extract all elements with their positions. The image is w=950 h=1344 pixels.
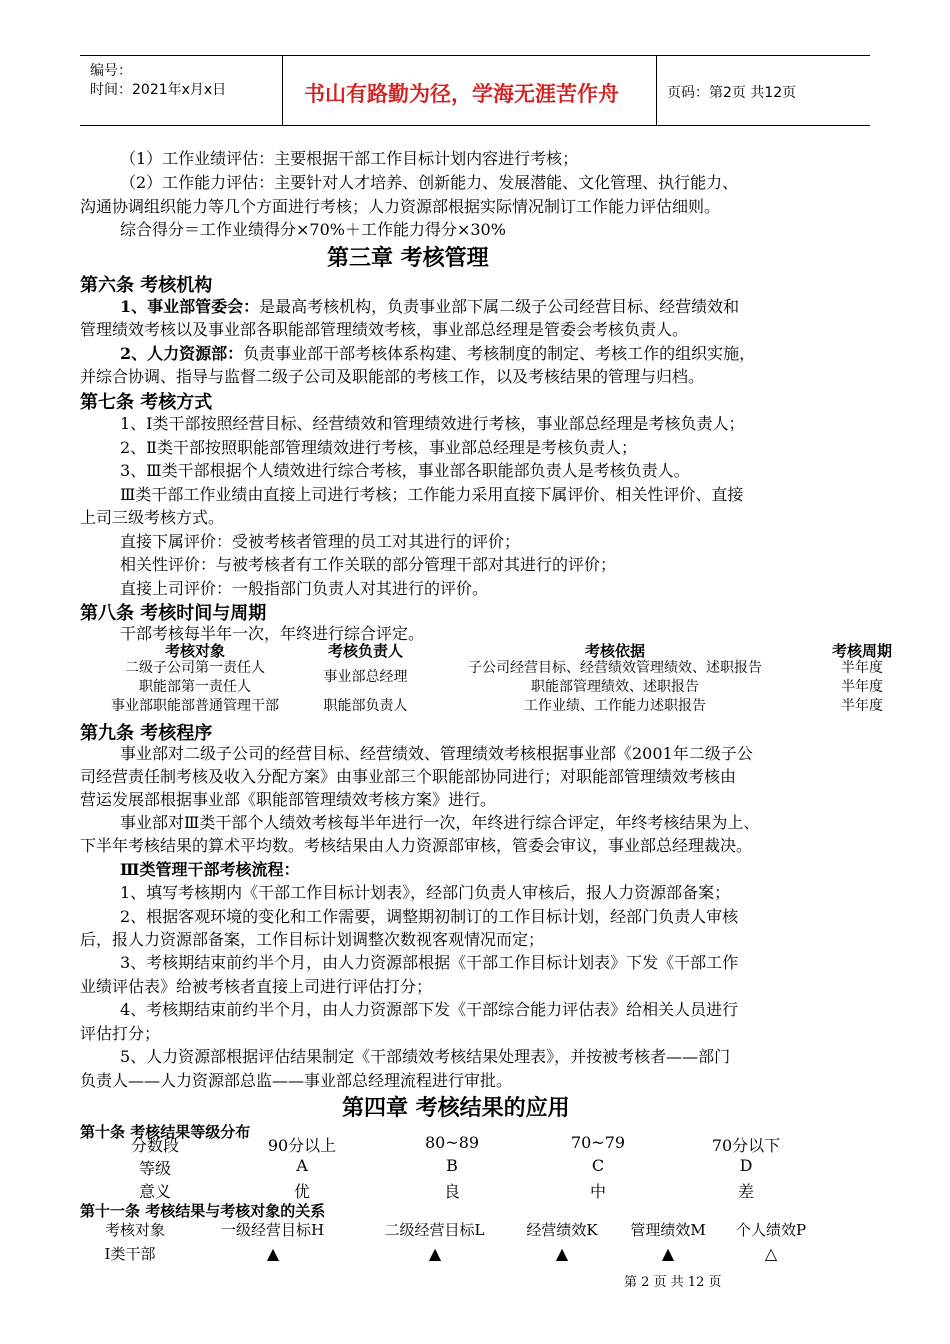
subheading: Ⅲ类管理干部考核流程：: [120, 860, 300, 879]
table-cell-merged: 事业部总经理: [323, 669, 408, 685]
table-header: 经营绩效K: [526, 1221, 598, 1239]
table-cell: 职能部第一责任人: [139, 679, 251, 695]
table-cell: 良: [443, 1182, 460, 1201]
article-heading: 第七条 考核方式: [80, 392, 213, 413]
table-header: 考核负责人: [327, 642, 403, 660]
header-top-rule: [80, 55, 870, 56]
paragraph: 评估打分；: [80, 1024, 161, 1043]
paragraph: 1、Ⅰ类干部按照经营目标、经营绩效和管理绩效进行考核，事业部总经理是考核负责人；: [120, 414, 745, 433]
table-cell: 工作业绩、工作能力述职报告: [524, 698, 706, 714]
article-heading: 第八条 考核时间与周期: [80, 603, 267, 624]
paragraph: 事业部对Ⅲ类干部个人绩效考核每半年进行一次，年终进行综合评定，年终考核结果为上、: [120, 813, 760, 832]
paragraph: 沟通协调组织能力等几个方面进行考核；人力资源部根据实际情况制订工作能力评估细则。: [80, 197, 721, 216]
table-row-label: 分数段: [130, 1136, 179, 1155]
table-cell: 半年度: [841, 698, 883, 714]
paragraph: 直接上司评价：一般指部门负责人对其进行的评价。: [120, 579, 489, 598]
solid-triangle-icon: ▲: [266, 1244, 280, 1263]
paragraph: [120, 343, 755, 365]
paragraph-text: 负责事业部干部考核体系构建、考核制度的制定、考核工作的组织实施，: [243, 344, 756, 363]
header-motto: 书山有路勤为径，学海无涯苦作舟: [304, 82, 619, 106]
paragraph: 后，报人力资源部备案，工作目标计划调整次数视客观情况而定；: [80, 930, 545, 949]
table-cell: 事业部职能部普通管理干部: [111, 698, 279, 714]
table-cell: D: [739, 1156, 753, 1175]
paragraph: 事业部对二级子公司的经营目标、经营绩效、管理绩效考核根据事业部《2001年二级子公: [120, 744, 753, 763]
paragraph: 干部考核每半年一次，年终进行综合评定。: [120, 624, 425, 643]
paragraph: 管理绩效考核以及事业部各职能部管理绩效考核，事业部总经理是管委会考核负责人。: [80, 320, 689, 339]
paragraph: 上司三级考核方式。: [80, 508, 225, 527]
chapter-title: 第四章 考核结果的应用: [342, 1096, 570, 1121]
table-header: 考核对象: [104, 1221, 165, 1239]
table-header: 管理绩效M: [630, 1221, 706, 1239]
header-divider-right: [656, 55, 657, 125]
table-header: 二级经营目标L: [384, 1221, 485, 1239]
table-header: 考核对象: [164, 642, 225, 660]
paragraph: 3、Ⅲ类干部根据个人绩效进行综合考核，事业部各职能部负责人是考核负责人。: [120, 461, 690, 480]
article-heading: 第六条 考核机构: [80, 275, 213, 296]
table-cell: 二级子公司第一责任人: [125, 660, 265, 676]
chapter-title: 第三章 考核管理: [327, 246, 489, 271]
paragraph: （2）工作能力评估：主要针对人才培养、创新能力、发展潜能、文化管理、执行能力、: [120, 173, 739, 192]
solid-triangle-icon: ▲: [428, 1244, 442, 1263]
table-cell: 优: [293, 1182, 310, 1201]
paragraph: 相关性评价：与被考核者有工作关联的部分管理干部对其进行的评价；: [120, 555, 617, 574]
bold-label: 2、人力资源部：: [120, 344, 244, 363]
article-heading: 第十条 考核结果等级分布: [80, 1123, 251, 1141]
table-cell: 70~79: [570, 1133, 626, 1152]
paragraph: 4、考核期结束前约半个月，由人力资源部下发《干部综合能力评估表》给相关人员进行: [120, 1000, 739, 1019]
page-header: [80, 55, 870, 125]
paragraph: 2、Ⅱ类干部按照职能部管理绩效进行考核，事业部总经理是考核负责人；: [120, 438, 638, 457]
table-cell: Ⅰ类干部: [104, 1245, 156, 1263]
article-heading: 第九条 考核程序: [80, 723, 213, 744]
table-cell: 80~89: [424, 1133, 480, 1152]
table-cell: B: [446, 1156, 458, 1175]
page-code: 页码：第2页 共12页: [667, 85, 797, 101]
table-cell: 70分以下: [711, 1136, 781, 1155]
paragraph: 5、人力资源部根据评估结果制定《干部绩效考核结果处理表》，并按被考核者——部门: [120, 1047, 731, 1066]
paragraph: [120, 296, 739, 318]
table-header: 考核周期: [831, 642, 892, 660]
table-header: 个人绩效P: [735, 1221, 807, 1239]
table-row-label: 意义: [138, 1182, 171, 1201]
table-cell: 职能部管理绩效、述职报告: [531, 679, 699, 695]
table-header: 考核依据: [584, 642, 645, 660]
solid-triangle-icon: ▲: [555, 1244, 569, 1263]
paragraph: 直接下属评价：受被考核者管理的员工对其进行的评价；: [120, 532, 521, 551]
table-cell: 职能部负责人: [323, 698, 408, 714]
document-date: 时间：2021年x月x日: [90, 82, 227, 98]
article-heading: 第十一条 考核结果与考核对象的关系: [80, 1202, 326, 1220]
table-cell: 子公司经营目标、经营绩效管理绩效、述职报告: [468, 660, 762, 676]
table-header: 一级经营目标H: [220, 1221, 325, 1239]
header-bottom-rule: [80, 125, 870, 126]
paragraph: 司经营责任制考核及收入分配方案》由事业部三个职能部协同进行；对职能部管理绩效考核由: [80, 767, 737, 786]
table-cell: 差: [737, 1182, 754, 1201]
page-footer: 第 2 页 共 12 页: [624, 1275, 722, 1290]
paragraph: 业绩评估表》给被考核者直接上司进行评估打分；: [80, 977, 433, 996]
paragraph: （1）工作业绩评估：主要根据干部工作目标计划内容进行考核；: [120, 149, 579, 168]
paragraph: 负责人——人力资源部总监——事业部总经理流程进行审批。: [80, 1071, 513, 1090]
table-cell: C: [591, 1156, 605, 1175]
bold-label: 1、事业部管委会：: [120, 297, 260, 316]
paragraph: 综合得分＝工作业绩得分×70%＋工作能力得分×30%: [120, 220, 506, 239]
paragraph: 营运发展部根据事业部《职能部管理绩效考核方案》进行。: [80, 790, 497, 809]
paragraph-text: 是最高考核机构，负责事业部下属二级子公司经营目标、经营绩效和: [259, 297, 740, 316]
paragraph: 并综合协调、指导与监督二级子公司及职能部的考核工作，以及考核结果的管理与归档。: [80, 367, 705, 386]
header-divider-left: [282, 55, 283, 125]
table-cell: A: [296, 1156, 308, 1175]
paragraph: Ⅲ类干部工作业绩由直接上司进行考核；工作能力采用直接下属评价、相关性评价、直接: [120, 485, 744, 504]
table-cell: 半年度: [841, 679, 883, 695]
paragraph: 3、考核期结束前约半个月，由人力资源部根据《干部工作目标计划表》下发《干部工作: [120, 953, 739, 972]
paragraph: 下半年考核结果的算术平均数。考核结果由人力资源部审核，管委会审议，事业部总经理裁决。: [80, 836, 753, 855]
document-number-label: 编号：: [90, 63, 132, 79]
paragraph: 1、填写考核期内《干部工作目标计划表》，经部门负责人审核后，报人力资源部备案；: [120, 883, 731, 902]
table-cell: 90分以上: [267, 1136, 337, 1155]
paragraph: 2、根据客观环境的变化和工作需要，调整期初制订的工作目标计划，经部门负责人审核: [120, 907, 739, 926]
solid-triangle-icon: ▲: [661, 1244, 675, 1263]
table-cell: 半年度: [841, 660, 883, 676]
table-cell: 中: [589, 1182, 606, 1201]
table-row-label: 等级: [138, 1159, 171, 1178]
hollow-triangle-icon: △: [764, 1244, 778, 1263]
